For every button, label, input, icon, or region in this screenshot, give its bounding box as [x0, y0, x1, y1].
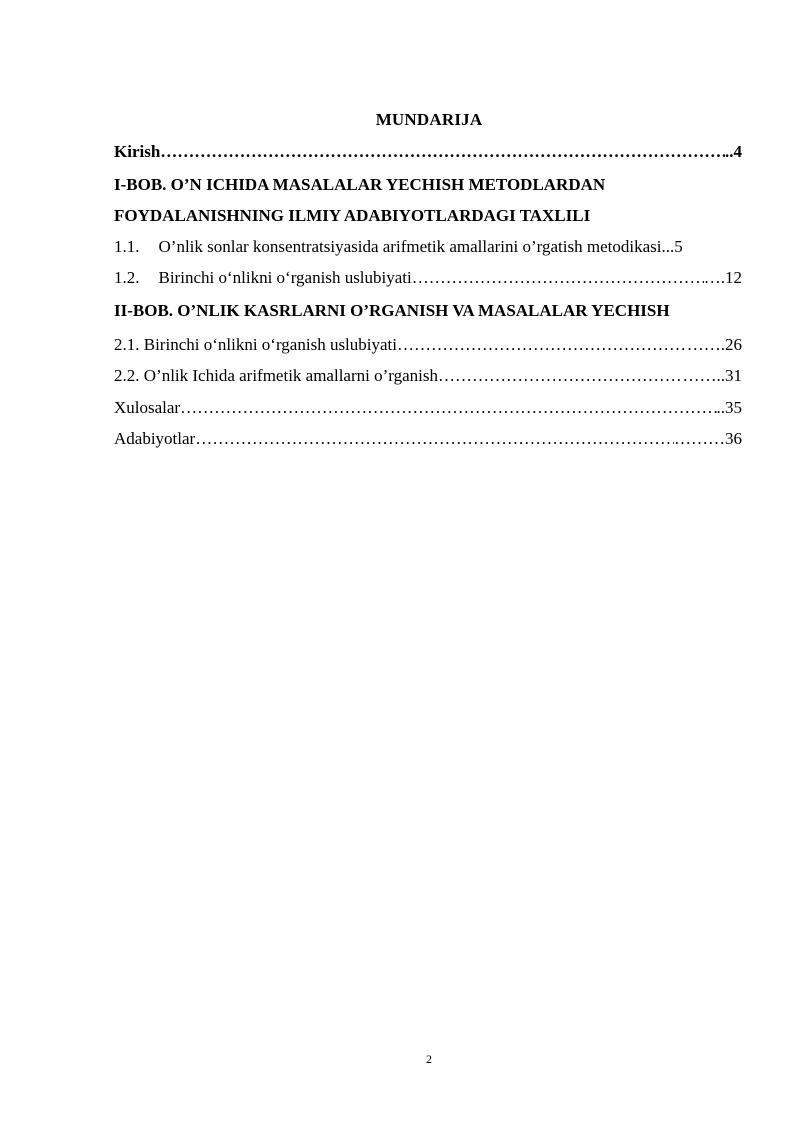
toc-entry-page: ………36 — [674, 429, 742, 448]
page-number: 2 — [426, 1052, 432, 1066]
toc-entry-label: Birinchi o‘nlikni o‘rganish uslubiyati — [158, 268, 412, 287]
toc-entry-page: …….26 — [686, 335, 742, 354]
toc-entry-label: Adabiyotlar — [114, 429, 196, 448]
dot-leader — [412, 268, 704, 288]
dot-leader — [180, 398, 716, 418]
toc-entry-page: ...5 — [661, 237, 683, 256]
dot-leader — [397, 335, 687, 355]
toc-entry-2-2 — [114, 366, 742, 386]
toc-entry-page: ……..31 — [682, 366, 742, 385]
toc-entry-label: 2.1. Birinchi o‘nlikni o‘rganish uslubiyati — [114, 335, 397, 354]
toc-entry-number: 1.1. — [114, 237, 140, 256]
toc-entry-kirish — [114, 142, 742, 162]
toc-entry-number: 1.2. — [114, 268, 140, 287]
toc-entry-1-1 — [114, 237, 742, 257]
page-title: MUNDARIJA — [375, 110, 483, 129]
toc-entry-label: Kirish — [114, 142, 161, 161]
toc-entry-label: O’nlik sonlar konsentratsiyasida arifmetik amallarini o’rgatish metodikasi — [158, 237, 662, 256]
chapter-1-heading-line-1: I-BOB. O’N ICHIDA MASALALAR YECHISH METODLARDAN — [114, 175, 606, 194]
dot-leader — [160, 142, 725, 162]
toc-entry-2-1 — [114, 335, 742, 355]
dot-leader — [438, 366, 682, 386]
dot-leader — [195, 429, 674, 449]
chapter-2-heading: II-BOB. O’NLIK KASRLARNI O’RGANISH VA MASALALAR YECHISH — [114, 301, 670, 320]
toc-entry-page: ..35 — [716, 398, 742, 417]
toc-entry-page: ….12 — [703, 268, 742, 287]
toc-entry-label: Xulosalar — [114, 398, 181, 417]
toc-entry-page: ..4 — [725, 142, 742, 161]
toc-entry-1-2 — [114, 268, 742, 288]
toc-entry-label: 2.2. O’nlik Ichida arifmetik amallarni o’rganish — [114, 366, 439, 385]
chapter-1-heading-line-2: FOYDALANISHNING ILMIY ADABIYOTLARDAGI TAXLILI — [114, 206, 591, 225]
toc-entry-xulosalar — [114, 398, 742, 418]
toc-entry-adabiyotlar — [114, 429, 742, 449]
